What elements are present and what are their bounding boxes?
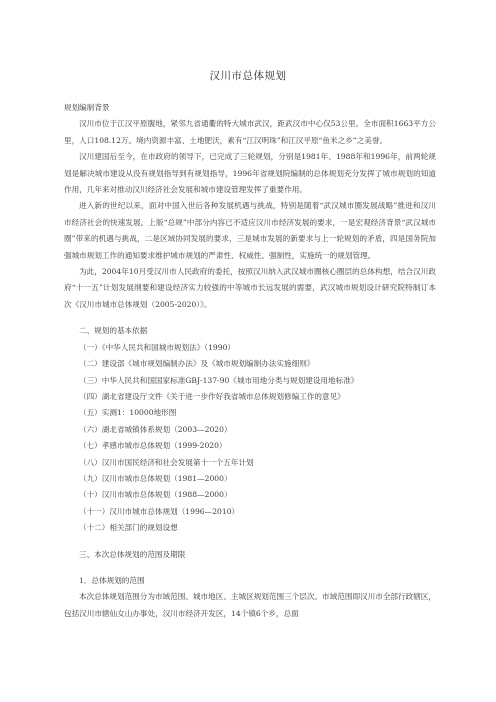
basis-item-4: （四）湖北省建设厅文件《关于进一步作好我省城市总体规划修编工作的意见》 (79, 391, 345, 401)
paragraph-new-century: 进入新的世纪以来，面对中国入世后各种发展机遇与挑战，特别是随着“武汉城市圈发展战略”推进和汉川市经济社会的快速发展，上版“总规”中部分内容已不适应汉川市经济发展的要求，一是宏观经济背景“武汉城市圈”带来的机遇与挑战，二是区域协同发展的要求，三是城市发展的新要求与上一轮规划的矛盾，四是国务院加强城市规划工作的通知要求维护城市规划的严肃性、权威性、强制性，实施统一的规划管理。 (64, 201, 436, 260)
section-label: 规划编制背景 (64, 103, 110, 112)
spacer (64, 537, 436, 547)
paragraph-scope: 本次总体规划范围分为市域范围、城市地区、主城区规划范围三个层次。市域范围即汉川市全部行政辖区，包括汉川市辖仙女山办事处，汉川市经济开发区，14个镇6个乡，总面 (64, 592, 436, 618)
basis-item-3: （三）中华人民共和国国家标准GBJ-137-90《城市用地分类与规划建设用地标准》 (79, 375, 359, 385)
basis-item-9: （九）汉川市城市总体规划（1981—2000） (79, 473, 232, 483)
basis-item-10: （十）汉川市城市总体规划（1988—2000） (79, 490, 232, 500)
paragraph-commission: 为此，2004年10月受汉川市人民政府的委托，按照汉川纳入武汉城市圈核心圈层的总体构想，结合汉川政府“十一五”计划发展纲要和建设经济实力较强的中等城市长远发展的需要，武汉城市规划设计研究院特制订本次《汉川市城市总体规划（2005-2020）》。 (64, 267, 436, 309)
spacer (64, 563, 436, 573)
basis-item-12: （十二）相关部门的规划设想 (79, 523, 178, 533)
document-body (64, 100, 436, 622)
section2-heading: 二、规划的基本依据 (79, 326, 148, 336)
subsection-heading: 1．总体规划的范围 (79, 575, 145, 585)
basis-item-2: （二）建设部《城市规划编制办法》及《城市规划编制办法实施细则》 (79, 359, 315, 369)
spacer (64, 313, 436, 323)
paragraph-location: 汉川市位于江汉平原腹地，紧邻九省通衢的特大城市武汉，距武汉市中心仅53公里。全市面积1663平方公里，人口108.12万。境内资源丰富、土地肥沃，素有“江汉明珠”和江汉平原“鱼米之乡”之美誉。 (64, 119, 436, 145)
basis-item-5: （五）实测1：10000地形图 (79, 408, 177, 418)
basis-item-11: （十一）汉川市城市总体规划（1996—2010） (79, 506, 240, 516)
section3-heading: 三、本次总体规划的范围及期限 (79, 549, 186, 559)
basis-item-1: （一）《中华人民共和国城市规划法》（1990） (79, 342, 236, 352)
paragraph-history: 汉川建国后至今，在市政府的领导下，已完成了三轮规划，分别是1981年、1988年和1996年，前两轮规划是解决城市建设从没有规划指导到有规划指导，1996年省规划院编制的总体规划充分发挥了城市规划的知道作用，几年来对推动汉川经济社会发展和城市建设管理发挥了重要作用。 (64, 152, 436, 195)
basis-item-6: （六）湖北省城镇体系规划（2003—2020） (79, 424, 232, 434)
document-title: 汉川市总体规划 (209, 70, 287, 82)
basis-item-8: （八）汉川市国民经济和社会发展第十一个五年计划 (79, 457, 254, 467)
basis-item-7: （七）孝感市城市总体规划（1999-2020） (79, 441, 227, 451)
